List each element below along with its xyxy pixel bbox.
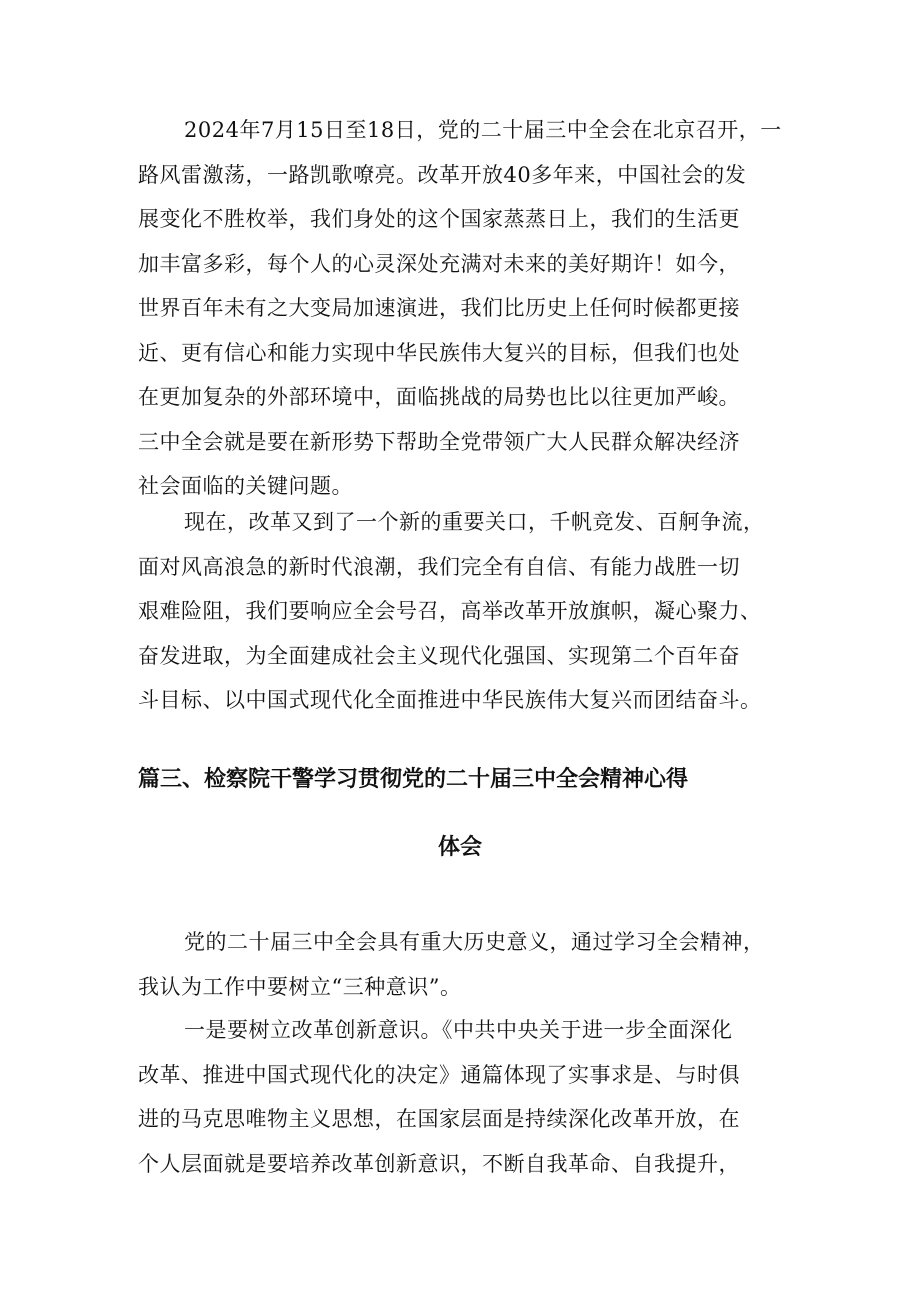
text-line: 我认为工作中要树立“三种意识”。: [138, 974, 462, 999]
text-line: 加丰富多彩，每个人的心灵深处充满对未来的美好期许！如今，: [138, 251, 740, 276]
text-line: 个人层面就是要培养改革创新意识，不断自我革命、自我提升，: [138, 1151, 740, 1176]
text-line: 展变化不胜枚举，我们身处的这个国家蒸蒸日上，我们的生活更: [138, 207, 740, 231]
text-line: 世界百年未有之大变局加速演进，我们比历史上任何时候都更接: [138, 296, 740, 320]
text-line: 一是要树立改革创新意识。《中共中央关于进一步全面深化: [184, 1018, 733, 1042]
paragraph-4: [138, 1008, 808, 1186]
paragraph-2: [138, 500, 808, 723]
text-line: 面对风高浪急的新时代浪潮，我们完全有自信、有能力战胜一切: [138, 554, 740, 579]
text-line: 近、更有信心和能力实现中华民族伟大复兴的目标，但我们也处: [138, 340, 740, 365]
section-heading-continuation: 体会: [437, 835, 482, 860]
text-line: 党的二十届三中全会具有重大历史意义，通过学习全会精神，: [184, 930, 765, 954]
section-heading: 篇三、检察院干警学习贯彻党的二十届三中全会精神心得: [138, 767, 689, 792]
text-line: 艰难险阻，我们要响应全会号召，高举改革开放旗帜，凝心聚力、: [138, 599, 762, 623]
text-line: 2024年7月15日至18日，党的二十届三中全会在北京召开，一: [184, 118, 782, 142]
paragraph-3: [138, 920, 808, 1009]
text-line: 改革、推进中国式现代化的决定》通篇体现了实事求是、与时俱: [138, 1062, 740, 1087]
paragraph-1: [138, 108, 808, 509]
text-line: 奋发进取，为全面建成社会主义现代化强国、实现第二个百年奋: [138, 643, 740, 668]
text-line: 社会面临的关键问题。: [138, 474, 353, 498]
text-line: 斗目标、以中国式现代化全面推进中华民族伟大复兴而团结奋斗。: [138, 688, 762, 712]
text-line: 在更加复杂的外部环境中，面临挑战的局势也比以往更加严峻。: [138, 385, 740, 409]
text-line: 三中全会就是要在新形势下帮助全党带领广大人民群众解决经济: [138, 429, 740, 454]
text-line: 路风雷激荡，一路凯歌嘹亮。改革开放40多年来，中国社会的发: [138, 162, 747, 187]
text-line: 现在，改革又到了一个新的重要关口，千帆竞发、百舸争流，: [184, 510, 765, 534]
text-line: 进的马克思唯物主义思想，在国家层面是持续深化改革开放，在: [138, 1107, 740, 1131]
